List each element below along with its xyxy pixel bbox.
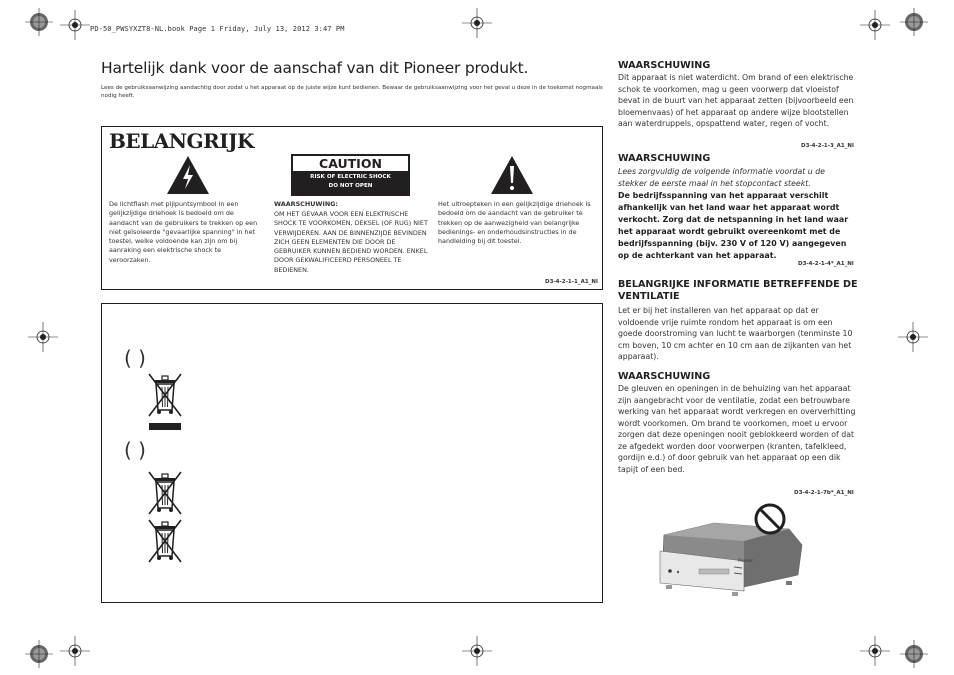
warning-heading-1: WAARSCHUWING — [618, 60, 711, 71]
registration-mark-icon — [25, 8, 53, 36]
important-heading: BELANGRIJK — [109, 129, 254, 153]
registration-mark-icon — [25, 640, 53, 668]
lightning-explanation: De lichtflash met pijlpuntsymbool in een gelijkzijdige driehoek is bedoeld om de aandacht van de gebruikers te trekken op een niet geïsoleerde "gevaarlijke spanning" in het toestel, welke voldoende kan zijn om bij aanraking een elektrische shock te veroorzaken. — [109, 200, 258, 264]
warning-heading-3: WAARSCHUWING — [618, 371, 711, 382]
warning-italic-2: Lees zorgvuldig de volgende informatie voordat u de stekker de eerste maal in het stopcontact steekt. — [618, 167, 825, 188]
warning-middle-text: OM HET GEVAAR VOOR EEN ELEKTRISCHE SHOCK TE VOORKOMEN, DEKSEL (OF RUG) NIET VERWIJDEREN. AAN DE BINNENZIJDE BEVINDEN ZICH GEEN ELEMENTEN DIE DOOR DE GEBRUIKER KUNNEN BEDIEND WORDEN. ENKEL DOOR GEKWALIFICEERD PERSONEEL TE BEDIENEN. — [274, 210, 428, 274]
crosshair-icon — [860, 10, 890, 40]
crosshair-icon — [60, 636, 90, 666]
warning-bold-2: De bedrijfsspanning van het apparaat verschilt afhankelijk van het land waar het apparaat wordt verkocht. Zorg dat de netspanning in het land waar het apparaat wordt gebruikt overeenkomt met de bedrijfsspanning (bijv. 230 V of 120 V) aangegeven op de achterkant van het apparaat. — [618, 191, 849, 260]
crossed-bin-icon — [145, 470, 185, 516]
reference-code: D3-4-2-1-4*_A1_Nl — [798, 261, 854, 267]
warning-text-1: Dit apparaat is niet waterdicht. Om brand of een elektrische schok te voorkomen, mag u geen voorwerp dat vloeistof bevat in de buurt van het apparaat zetten (bijvoorbeeld een bloemenvaas) of het apparaat op andere wijze blootstellen aan waterdruppels, opspattend water, regen of vocht. — [618, 73, 854, 128]
caution-subtext — [291, 181, 410, 191]
exclamation-explanation: Het uitroepteken in een gelijkzijdige driehoek is bedoeld om de aandacht van de gebruiker te trekken op de aanwezigheid van belangrijke bedienings- en onderhoudsinstructies in de handleiding bij dit toestel. — [438, 200, 591, 246]
crosshair-icon — [898, 322, 928, 352]
crossed-bin-icon — [145, 518, 185, 564]
exclamation-warning-icon — [490, 155, 534, 195]
warning-middle-heading: WAARSCHUWING: — [274, 200, 338, 208]
crossed-bin-with-bar-icon — [145, 372, 185, 432]
crosshair-icon — [28, 322, 58, 352]
bracket-placeholder: ( ) — [124, 346, 146, 370]
ventilation-text: Let er bij het installeren van het apparaat op dat er voldoende vrije ruimte rondom het apparaat is om een goede doorstroming van lucht te waarborgen (tenminste 10 cm boven, 10 cm achter en 10 cm aan de zijkanten van het apparaat). — [618, 306, 853, 361]
caution-subtext-line1: RISK OF ELECTRIC SHOCK — [310, 174, 391, 180]
page-title: Hartelijk dank voor de aanschaf van dit Pioneer produkt. — [101, 59, 529, 77]
registration-mark-icon — [900, 640, 928, 668]
print-header-line: PD-50_PWSYXZT8-NL.book Page 1 Friday, July 13, 2012 3:47 PM — [90, 25, 345, 33]
reference-code: D3-4-2-1-7b*_A1_Nl — [794, 490, 854, 496]
intro-paragraph: Lees de gebruiksaanwijzing aandachtig door zodat u het apparaat op de juiste wijze kunt bedienen. Bewaar de gebruiksaanwijzing voor het geval u deze in de toekomst nogmaals nodig heeft. — [101, 85, 603, 99]
crosshair-icon — [462, 8, 492, 38]
covered-device-illustration — [654, 505, 814, 605]
lightning-warning-icon — [166, 155, 210, 195]
warning-text-3: De gleuven en openingen in de behuizing van het apparaat zijn aangebracht voor de ventilatie, zodat een betrouwbare werking van het apparaat wordt verkregen en oververhitting wordt voorkomen. Om brand te voorkomen, moet u ervoor zorgen dat deze openingen nooit geblokkeerd worden of dat ze afgedekt worden door voorwerpen (kranten, tafelkleed, gordijn e.d.) of door gebruik van het apparaat op een dik tapijt of een bed. — [618, 384, 856, 474]
warning-heading-2: WAARSCHUWING — [618, 153, 711, 164]
caution-subtext-line2: DO NOT OPEN — [328, 183, 373, 189]
registration-mark-icon — [900, 8, 928, 36]
reference-code: D3-4-2-1-3_A1_Nl — [801, 143, 854, 149]
device-brand-label: Pioneer — [738, 558, 753, 563]
ventilation-heading: BELANGRIJKE INFORMATIE BETREFFENDE DE VENTILATIE — [618, 279, 858, 302]
prohibited-icon — [753, 502, 787, 536]
crosshair-icon — [462, 636, 492, 666]
bracket-placeholder: ( ) — [124, 438, 146, 462]
reference-code: D3-4-2-1-1_A1_Nl — [545, 279, 598, 285]
crosshair-icon — [860, 636, 890, 666]
crosshair-icon — [60, 10, 90, 40]
caution-label: CAUTION — [293, 156, 408, 171]
